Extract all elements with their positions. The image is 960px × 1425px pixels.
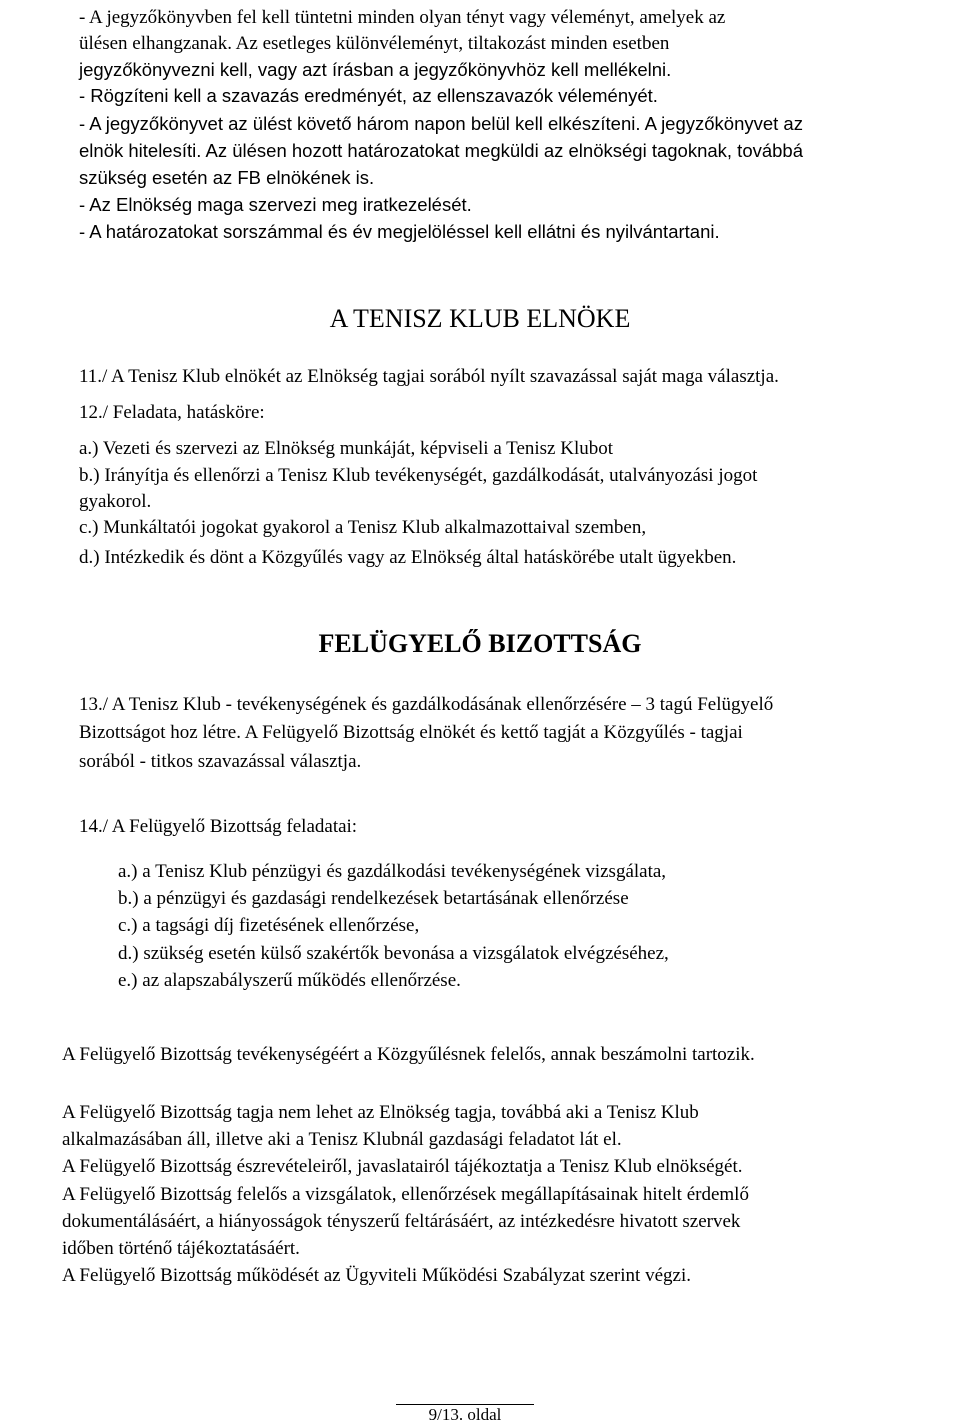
paragraph-responsibility: A Felügyelő Bizottság tevékenységéért a Közgyűlésnek felelős, annak beszámolni tartozik. [62,1044,755,1065]
paragraph-13-line: Bizottságot hoz létre. A Felügyelő Bizottság elnökét és kettő tagját a Közgyűlés - tagjai [79,722,743,743]
list-item: b.) a pénzügyi és gazdasági rendelkezések betartásának ellenőrzése [118,888,629,909]
list-item: e.) az alapszabályszerű működés ellenőrzése. [118,970,461,991]
section-heading-elnok: A TENISZ KLUB ELNÖKE [329,304,631,333]
paragraph-line: időben történő tájékoztatásáért. [62,1238,300,1259]
paragraph-line: A Felügyelő Bizottság felelős a vizsgálatok, ellenőrzések megállapításainak hitelt érdemlő [62,1184,749,1205]
paragraph-line: - A jegyzőkönyvben fel kell tüntetni minden olyan tényt vagy véleményt, amelyek az [79,7,726,28]
paragraph-line: A Felügyelő Bizottság tagja nem lehet az Elnökség tagja, továbbá aki a Tenisz Klub [62,1102,699,1123]
paragraph-11: 11./ A Tenisz Klub elnökét az Elnökség tagjai sorából nyílt szavazással saját maga választja. [79,366,779,387]
list-item: a.) Vezeti és szervezi az Elnökség munkáját, képviseli a Tenisz Klubot [79,438,614,459]
paragraph-line: ülésen elhangzanak. Az esetleges különvéleményt, tiltakozást minden esetben [79,33,670,54]
paragraph-13: 13./ A Tenisz Klub - tevékenységének és gazdálkodásának ellenőrzésére – 3 tagú Felügyelő [79,694,774,715]
paragraph-line: alkalmazásában áll, illetve aki a Tenisz Klubnál gazdasági feladatot lát el. [62,1129,622,1150]
paragraph-line: elnök hitelesíti. Az ülésen hozott határozatokat megküldi az elnökségi tagoknak, továbbá [79,140,804,161]
paragraph-line: - Az Elnökség maga szervezi meg iratkezelését. [79,194,472,215]
list-item: d.) szükség esetén külső szakértők bevonása a vizsgálatok elvégzéséhez, [118,943,669,964]
paragraph-line: jegyzőkönyvezni kell, vagy azt írásban a jegyzőkönyvhöz kell mellékelni. [79,59,672,80]
list-item: c.) a tagsági díj fizetésének ellenőrzése, [118,915,420,936]
list-item-continuation: gyakorol. [79,491,152,512]
page-number: 9/13. oldal [428,1405,502,1424]
paragraph-line: - A jegyzőkönyvet az ülést követő három napon belül kell elkészíteni. A jegyzőkönyvet az [79,113,803,134]
list-item: a.) a Tenisz Klub pénzügyi és gazdálkodási tevékenységének vizsgálata, [118,861,667,882]
paragraph-14: 14./ A Felügyelő Bizottság feladatai: [79,816,358,837]
paragraph-line: - A határozatokat sorszámmal és év megjelöléssel kell ellátni és nyilvántartani. [79,221,720,242]
list-item: c.) Munkáltatói jogokat gyakorol a Tenisz Klub alkalmazottaival szemben, [79,517,647,538]
section-heading-fb: FELÜGYELŐ BIZOTTSÁG [318,629,642,658]
paragraph-12: 12./ Feladata, hatásköre: [79,402,265,423]
paragraph-line: - Rögzíteni kell a szavazás eredményét, az ellenszavazók véleményét. [79,85,658,106]
list-item: d.) Intézkedik és dönt a Közgyűlés vagy az Elnökség által hatáskörébe utalt ügyekben. [79,547,737,568]
paragraph-line: szükség esetén az FB elnökének is. [79,167,375,188]
paragraph-line: A Felügyelő Bizottság észrevételeiről, javaslatairól tájékoztatja a Tenisz Klub elnökségét. [62,1156,743,1177]
paragraph-13-line: sorából - titkos szavazással választja. [79,751,362,772]
paragraph-line: A Felügyelő Bizottság működését az Ügyviteli Működési Szabályzat szerint végzi. [62,1265,691,1286]
paragraph-line: dokumentálásáért, a hiányosságok tényszerű feltárásáért, az intézkedésre hivatott szervek [62,1211,741,1232]
list-item: b.) Irányítja és ellenőrzi a Tenisz Klub tevékenységét, gazdálkodását, utalványozási jogot [79,465,758,486]
